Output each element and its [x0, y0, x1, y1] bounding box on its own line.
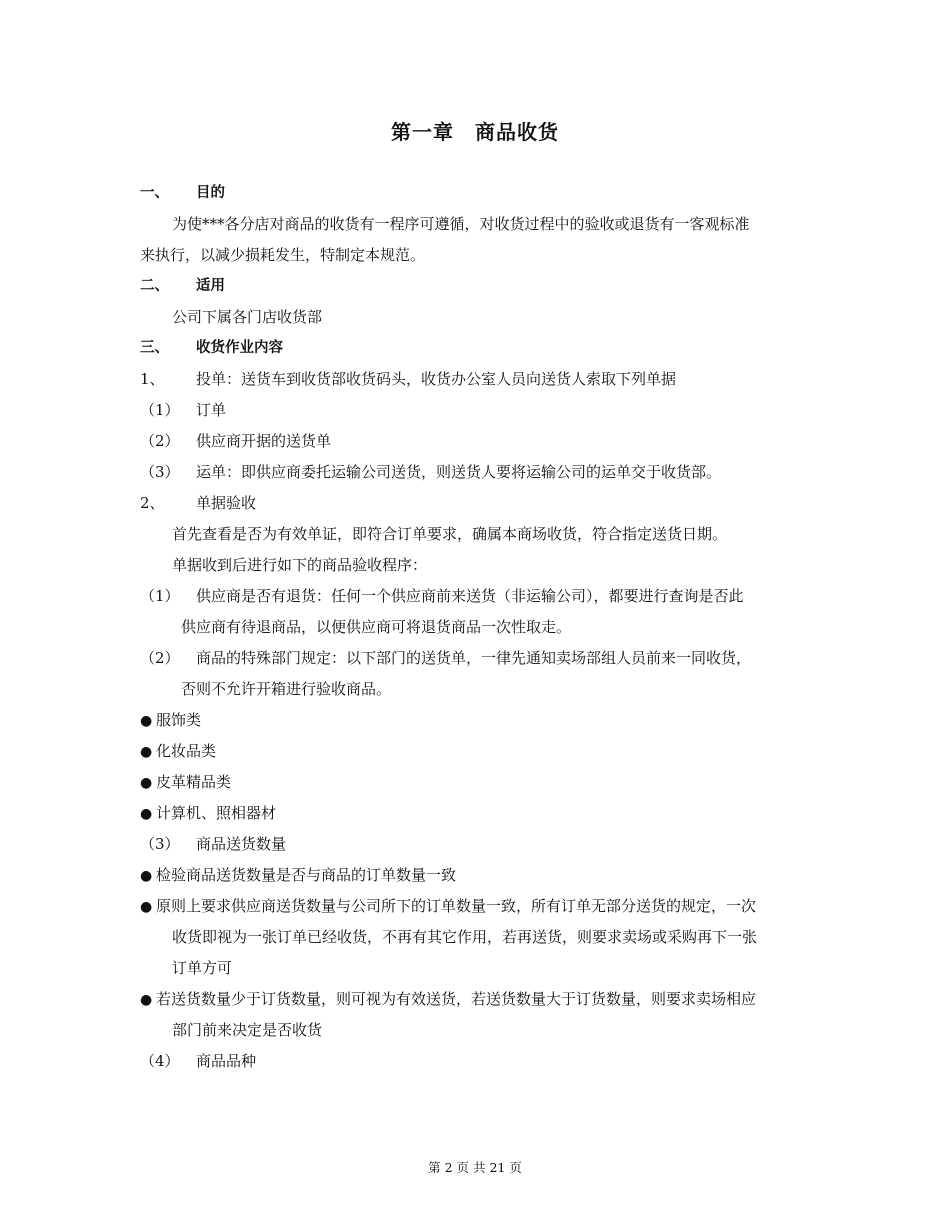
bullet-item	[140, 989, 756, 1009]
sub-item-number: （4）	[140, 1052, 180, 1070]
bullet-text: 检验商品送货数量是否与商品的订单数量一致	[156, 866, 457, 884]
section-title: 收货作业内容	[196, 340, 283, 356]
sub-item	[140, 648, 751, 668]
sub-item-number: （1）	[140, 401, 180, 419]
bullet-item	[140, 741, 216, 761]
bullet-item	[140, 803, 276, 823]
bullet-text: 化妆品类	[156, 742, 217, 760]
bullet-text: 计算机、照相器材	[156, 804, 277, 822]
sub-item-text: 商品品种	[196, 1052, 257, 1070]
sub-item-text: 订单	[196, 401, 227, 419]
paragraph: 为使***各分店对商品的收货有一程序可遵循，对收货过程中的验收或退货有一客观标准	[172, 215, 750, 233]
bullet-icon: ●	[140, 868, 153, 884]
sub-item-number: （1）	[140, 587, 180, 605]
bullet-icon: ●	[140, 713, 153, 729]
bullet-icon: ●	[140, 899, 153, 915]
sub-item-continuation: 否则不允许开箱进行验收商品。	[181, 680, 392, 698]
sub-item	[140, 586, 744, 606]
bullet-icon: ●	[140, 775, 153, 791]
sub-item-text: 商品的特殊部门规定：以下部门的送货单，一律先通知卖场部组人员前来一同收货，	[196, 649, 752, 667]
paragraph: 首先查看是否为有效单证，即符合订单要求，确属本商场收货，符合指定送货日期。	[172, 525, 728, 543]
bullet-continuation: 订单方可	[172, 959, 233, 977]
item-number: 1、	[140, 370, 165, 388]
bullet-icon: ●	[140, 806, 153, 822]
sub-item-number: （2）	[140, 649, 180, 667]
bullet-item	[140, 865, 456, 885]
paragraph: 公司下属各门店收货部	[172, 308, 323, 326]
bullet-item	[140, 772, 231, 792]
bullet-text: 皮革精品类	[156, 773, 232, 791]
item-text: 投单：送货车到收货部收货码头，收货办公室人员向送货人索取下列单据	[196, 370, 677, 388]
sub-item-number: （3）	[140, 835, 180, 853]
section-heading-2	[140, 276, 225, 296]
page-footer: 第 2 页 共 21 页	[428, 1160, 522, 1175]
item-number: 2、	[140, 494, 165, 512]
bullet-text: 服饰类	[156, 711, 202, 729]
bullet-continuation: 部门前来决定是否收货	[172, 1021, 323, 1039]
sub-item	[140, 834, 286, 854]
sub-item	[140, 431, 331, 451]
numbered-item	[140, 493, 256, 513]
sub-item	[140, 400, 226, 420]
sub-item-text: 供应商是否有退货：任何一个供应商前来送货（非运输公司），都要进行查询是否此	[196, 587, 744, 605]
section-number: 二、	[140, 278, 169, 294]
sub-item-number: （3）	[140, 463, 180, 481]
sub-item-text: 供应商开据的送货单	[196, 432, 332, 450]
bullet-text: 若送货数量少于订货数量，则可视为有效送货，若送货数量大于订货数量，则要求卖场相应	[156, 990, 757, 1008]
bullet-item	[140, 710, 201, 730]
sub-item	[140, 1051, 256, 1071]
sub-item-text: 运单：即供应商委托运输公司送货，则送货人要将运输公司的运单交于收货部。	[196, 463, 722, 481]
item-text: 单据验收	[196, 494, 257, 512]
section-heading-3	[140, 338, 283, 358]
sub-item	[140, 462, 721, 482]
section-title: 适用	[196, 278, 225, 294]
sub-item-number: （2）	[140, 432, 180, 450]
chapter-title: 第一章 商品收货	[391, 120, 559, 144]
sub-item-text: 商品送货数量	[196, 835, 287, 853]
section-number: 三、	[140, 340, 169, 356]
bullet-icon: ●	[140, 992, 153, 1008]
section-heading-1	[140, 183, 225, 203]
paragraph: 来执行，以减少损耗发生，特制定本规范。	[140, 246, 426, 264]
numbered-item	[140, 369, 676, 389]
bullet-item	[140, 896, 756, 916]
paragraph: 单据收到后进行如下的商品验收程序：	[172, 556, 428, 574]
bullet-continuation: 收货即视为一张订单已经收货，不再有其它作用，若再送货，则要求卖场或采购再下一张	[172, 928, 758, 946]
sub-item-continuation: 供应商有待退商品，以便供应商可将退货商品一次性取走。	[181, 618, 572, 636]
section-number: 一、	[140, 185, 169, 201]
bullet-text: 原则上要求供应商送货数量与公司所下的订单数量一致，所有订单无部分送货的规定，一次	[156, 897, 757, 915]
section-title: 目的	[196, 185, 225, 201]
bullet-icon: ●	[140, 744, 153, 760]
